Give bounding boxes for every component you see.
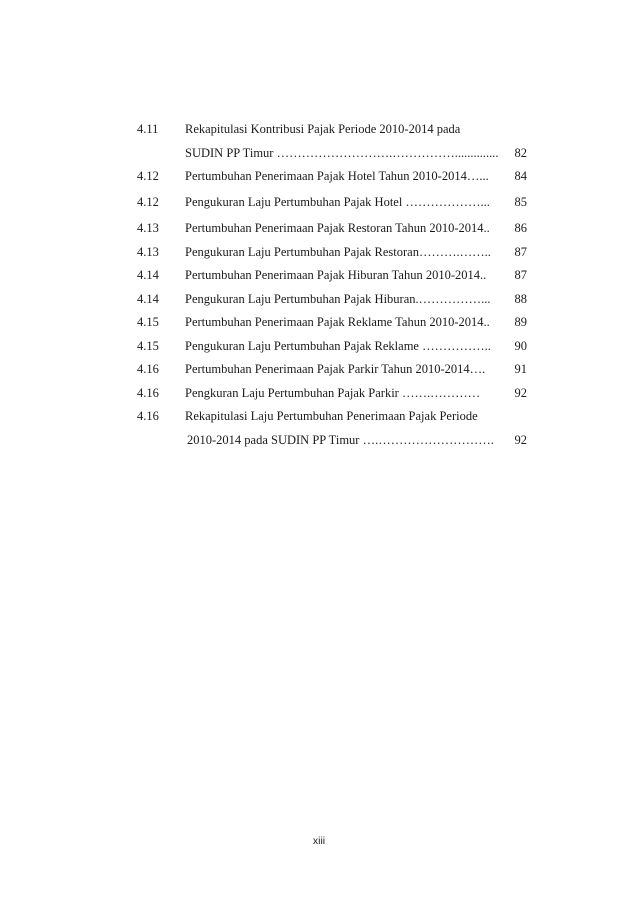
toc-entry-page: 91: [514, 362, 527, 376]
toc-entry-number: 4.15: [137, 315, 159, 329]
toc-entry: [137, 335, 527, 359]
toc-entry: [137, 311, 527, 335]
page-number: xiii: [312, 835, 326, 847]
toc-entry-number: 4.11: [137, 122, 159, 136]
toc-entry-title: Pertumbuhan Penerimaan Pajak Parkir Tahun 2010-2014….: [185, 362, 486, 376]
toc-entry-page: 87: [514, 244, 527, 259]
toc-entry: [137, 142, 527, 166]
toc-entry-page: 85: [514, 194, 527, 209]
toc-entry: [137, 358, 527, 382]
toc-entry: [137, 405, 527, 429]
toc-entry-title: Pertumbuhan Penerimaan Pajak Reklame Tahun 2010-2014..: [185, 315, 490, 329]
toc-entry-title: Pertumbuhan Penerimaan Pajak Hiburan Tahun 2010-2014..: [185, 268, 487, 282]
toc-entry-number: 4.15: [137, 338, 159, 353]
toc-entry: [137, 165, 527, 189]
toc-entry-page: 88: [514, 291, 527, 306]
toc-entry-number: 4.14: [137, 268, 159, 282]
toc-entry-number: 4.12: [137, 194, 159, 209]
toc-entry: [137, 241, 527, 265]
toc-entry-title: Rekapitulasi Laju Pertumbuhan Penerimaan Pajak Periode: [185, 409, 478, 423]
toc-entry-title: Pengukuran Laju Pertumbuhan Pajak Hiburan.……………...: [185, 291, 491, 306]
toc-entry-number: 4.12: [137, 169, 159, 183]
toc-entry-number: 4.16: [137, 362, 159, 376]
toc-entry-page: 92: [514, 385, 527, 400]
toc-entry-page: 86: [514, 220, 527, 235]
toc-entry-title: Pengukuran Laju Pertumbuhan Pajak Restoran……….……..: [185, 244, 491, 259]
toc-entry: [137, 264, 527, 288]
toc-entry-page: 84: [514, 169, 527, 183]
toc-entry: [137, 429, 527, 453]
toc-entry-title: Pengukuran Laju Pertumbuhan Pajak Reklame ……………..: [185, 338, 491, 353]
toc-entry-number: 4.16: [137, 385, 159, 400]
toc-entry: [137, 118, 527, 142]
toc-entry: [137, 288, 527, 312]
toc-entry-page: 82: [514, 145, 527, 160]
toc-entry-title: SUDIN PP Timur ……………………….……………..............: [185, 145, 499, 160]
toc-entry-page: 87: [514, 268, 527, 282]
toc-entry-title: 2010-2014 pada SUDIN PP Timur ….……………………….: [187, 432, 494, 447]
toc-entry-number: 4.13: [137, 220, 159, 235]
toc-entry-title: Pengkuran Laju Pertumbuhan Pajak Parkir …….…………: [185, 385, 481, 400]
toc-entry-page: 89: [514, 315, 527, 329]
toc-entry: [137, 215, 527, 241]
toc-entry: [137, 189, 527, 215]
toc-entry-page: 92: [514, 432, 527, 447]
toc-entry-title: Pengukuran Laju Pertumbuhan Pajak Hotel ………………...: [185, 194, 490, 209]
toc-entry-number: 4.13: [137, 244, 159, 259]
table-of-tables: [137, 118, 527, 452]
toc-entry-number: 4.14: [137, 291, 159, 306]
toc-entry-title: Pertumbuhan Penerimaan Pajak Hotel Tahun 2010-2014…...: [185, 169, 489, 183]
toc-entry-title: Pertumbuhan Penerimaan Pajak Restoran Tahun 2010-2014..: [185, 220, 490, 235]
toc-entry-title: Rekapitulasi Kontribusi Pajak Periode 2010-2014 pada: [185, 122, 461, 136]
toc-entry-number: 4.16: [137, 409, 159, 423]
toc-entry: [137, 382, 527, 406]
toc-entry-page: 90: [514, 338, 527, 353]
